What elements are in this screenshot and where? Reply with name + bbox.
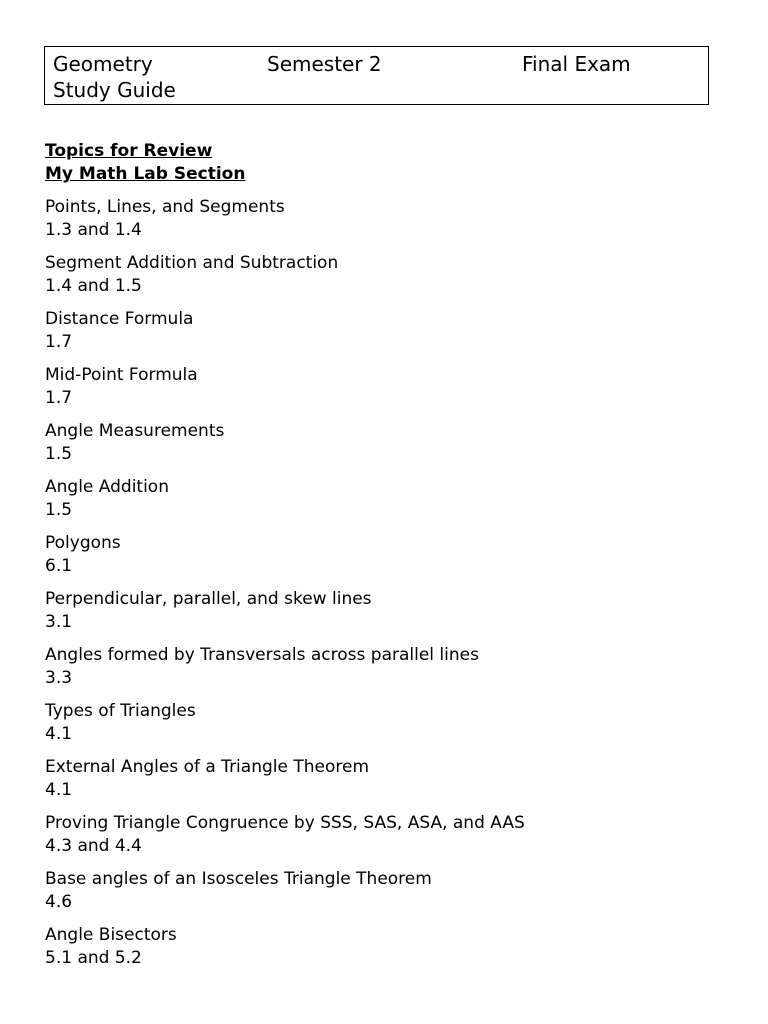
topic-name: Angle Addition bbox=[45, 477, 169, 497]
topic-item bbox=[45, 420, 725, 476]
topic-name: Points, Lines, and Segments bbox=[45, 197, 285, 217]
topic-name: Proving Triangle Congruence by SSS, SAS, ASA, and AAS bbox=[45, 813, 525, 833]
topic-item bbox=[45, 868, 725, 924]
header-semester: Semester 2 bbox=[267, 52, 382, 76]
topic-section: 1.5 bbox=[45, 500, 73, 520]
topic-item bbox=[45, 308, 725, 364]
topic-item bbox=[45, 196, 725, 252]
topic-name: Angle Bisectors bbox=[45, 925, 177, 945]
topic-item bbox=[45, 644, 725, 700]
topic-item bbox=[45, 532, 725, 588]
topic-item bbox=[45, 364, 725, 420]
topic-section: 1.4 and 1.5 bbox=[45, 276, 142, 296]
topic-section: 5.1 and 5.2 bbox=[45, 948, 142, 968]
topic-item bbox=[45, 756, 725, 812]
topic-section: 1.3 and 1.4 bbox=[45, 220, 142, 240]
section-heading: My Math Lab Section bbox=[45, 164, 246, 184]
header-subject: Geometry bbox=[53, 52, 153, 76]
topic-section: 1.7 bbox=[45, 388, 73, 408]
topic-name: External Angles of a Triangle Theorem bbox=[45, 757, 370, 777]
topic-item bbox=[45, 924, 725, 980]
header-study-guide: Study Guide bbox=[53, 78, 176, 102]
topic-section: 4.1 bbox=[45, 724, 73, 744]
topic-item bbox=[45, 476, 725, 532]
topic-section: 3.3 bbox=[45, 668, 73, 688]
topic-name: Segment Addition and Subtraction bbox=[45, 253, 339, 273]
topic-section: 1.5 bbox=[45, 444, 73, 464]
topic-name: Perpendicular, parallel, and skew lines bbox=[45, 589, 372, 609]
header-box bbox=[44, 46, 709, 105]
topic-section: 4.6 bbox=[45, 892, 73, 912]
topics-heading: Topics for Review bbox=[45, 141, 213, 161]
topic-name: Angles formed by Transversals across parallel lines bbox=[45, 645, 479, 665]
topic-section: 4.3 and 4.4 bbox=[45, 836, 142, 856]
topic-headings bbox=[45, 140, 245, 186]
topic-item bbox=[45, 252, 725, 308]
topic-section: 6.1 bbox=[45, 556, 73, 576]
topic-item bbox=[45, 812, 725, 868]
topic-name: Angle Measurements bbox=[45, 421, 225, 441]
header-exam: Final Exam bbox=[522, 52, 631, 76]
topic-name: Base angles of an Isosceles Triangle Theorem bbox=[45, 869, 432, 889]
topic-section: 3.1 bbox=[45, 612, 73, 632]
topic-name: Distance Formula bbox=[45, 309, 194, 329]
topic-item bbox=[45, 700, 725, 756]
topic-item bbox=[45, 588, 725, 644]
topic-name: Types of Triangles bbox=[45, 701, 196, 721]
topic-section: 1.7 bbox=[45, 332, 73, 352]
topic-name: Mid-Point Formula bbox=[45, 365, 198, 385]
topic-list bbox=[45, 196, 725, 980]
topic-name: Polygons bbox=[45, 533, 121, 553]
topic-section: 4.1 bbox=[45, 780, 73, 800]
